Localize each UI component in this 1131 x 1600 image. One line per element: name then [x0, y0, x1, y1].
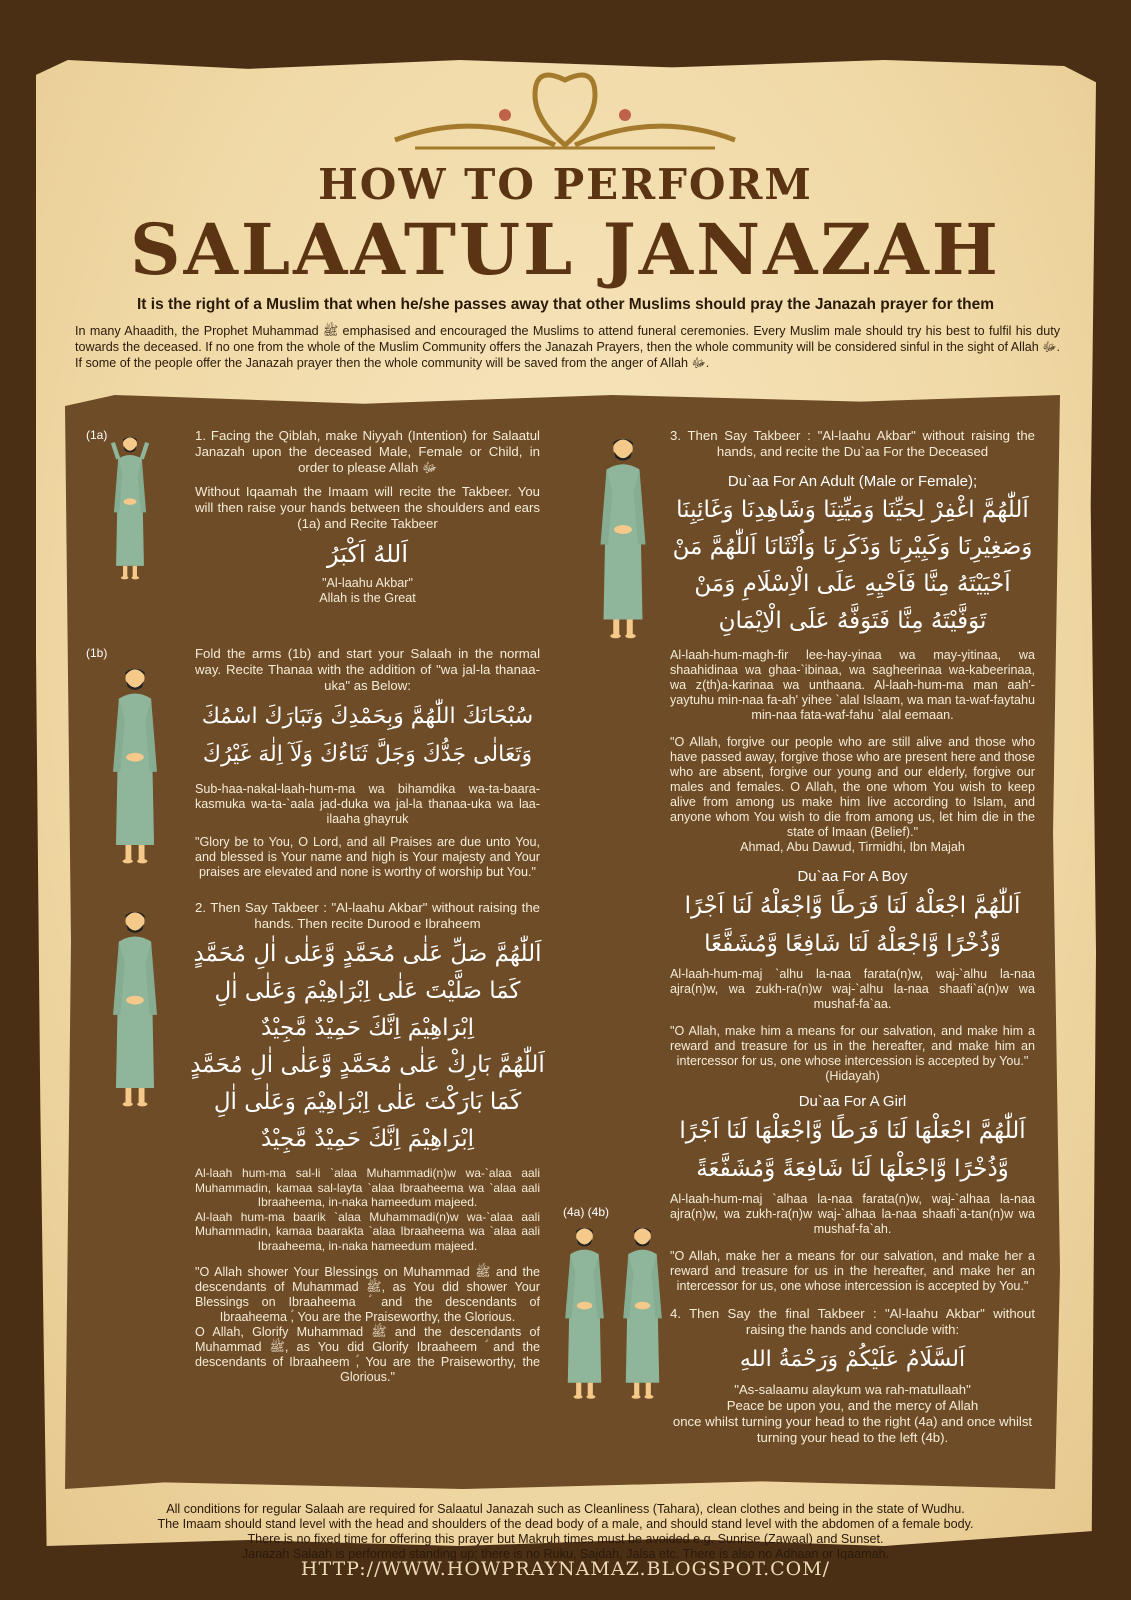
figure-label-4a-4b: (4a) (4b) [563, 1205, 610, 1219]
step4-translit: "As-salaamu alaykum wa rah-matullaah" [734, 1382, 971, 1397]
girl-dua-heading: Du`aa For A Girl [798, 1093, 907, 1110]
adult-dua-heading: Du`aa For An Adult (Male or Female); [727, 473, 978, 490]
figure-turn-right-icon [557, 1222, 612, 1402]
step4-meaning: Peace be upon you, and the mercy of Allah [726, 1398, 979, 1413]
step4-text: 4. Then Say the final Takbeer : "Al-laahu Akbar" without raising the hands and conclude with: [670, 1306, 1035, 1337]
step1-text: 1. Facing the Qiblah, make Niyyah (Intention) for Salaatul Janazah upon the deceased Male, Female or Child, in order to please Allah ﷻ [195, 428, 540, 475]
step2-meaning-2: O Allah, Glorify Muhammad ﷺ and the descendants of Muhammad ﷺ, as You did Glorify Ibraaheem ؑ and the descendants of Ibraaheem ؑ, You are the Praiseworthy, the Glorious." [195, 1325, 541, 1384]
girl-dua-translit: Al-laah-hum-maj `alhaa la-naa farata(n)w, waj-`alhaa la-naa ajra(n)w, wa zukh-ra(n)w waj-`alhaa la-naa shaafi`a-tan(n)w wa mushaf-fa`ah. [670, 1192, 1035, 1236]
figure-standing-icon [95, 662, 175, 867]
figure-label-1a: (1a) [86, 428, 108, 442]
boy-dua-translit: Al-laah-hum-maj `alhu la-naa farata(n)w, waj-`alhu la-naa ajra(n)w, wa zukh-ra(n)w waj-`alhu la-naa shaafi`a(n)w wa mushaf-fa`aa. [670, 967, 1035, 1011]
footer-line: The Imaam should stand level with the head and shoulders of the dead body of a male, and should stand level with the abdomen of a female body. [157, 1517, 974, 1531]
step1-translit: "Al-laahu Akbar" [322, 576, 413, 590]
step2-translit-2: Al-laah hum-ma baarik `alaa Muhammadi(n)w wa-`alaa aali Muhammadin, kamaa baarakta `alaa Ibraaheema wa `alaa aali Ibraaheema, in-naka hameedum majeed. [195, 1209, 540, 1253]
girl-dua-meaning: "O Allah, make her a means for our salvation, and make her a reward and treasure for us in the hereafter, and make her an intercessor for us, one whose intercession is accepted by You." [670, 1249, 1035, 1293]
page-title: SALAATUL JANAZAH [130, 208, 1001, 291]
step2-arabic-1: اَللّٰهُمَّ صَلِّ عَلٰى مُحَمَّدٍ وَّعَلٰى اٰلِ مُحَمَّدٍ كَمَا صَلَّيْتَ عَلٰى اِبْرَاهِيْمَ وَعَلٰى اٰلِ اِبْرَاهِيْمَ اِنَّكَ حَمِيْدٌ مَّجِيْدٌ [193, 941, 542, 1041]
boy-dua-arabic: اَللّٰهُمَّ اجْعَلْهُ لَنَا فَرَطًا وَّاجْعَلْهُ لَنَا اَجْرًا وَّذُخْرًا وَّاجْعَلْهُ لَنَا شَافِعًا وَّمُشَفَّعًا [684, 893, 1021, 957]
footer-line: Janazah Salaah is performed standing up; there is no Ruku, Sajdah, Jalsa etc. There is also no Adhaan or Iqaamah. [241, 1547, 890, 1561]
step4-arabic: اَلسَّلَامُ عَلَيْكُمْ وَرَحْمَةُ اللهِ [739, 1347, 966, 1372]
intro-paragraph: In many Ahaadith, the Prophet Muhammad ﷺ emphasised and encouraged the Muslims to attend funeral ceremonies. Every Muslim male should try his best to fulfil his duty towards the deceased. If no one from the whole of the Muslim Community offers the Janazah Prayers, then the whole community will be considered sinful in the sight of Allah ﷻ. If some of the people offer the Janazah prayer then the whole community will be saved from the anger of Allah ﷻ. [75, 324, 1060, 370]
step1-arabic: اَللهُ اَكْبَرُ [327, 540, 408, 568]
figure-raising-hands-icon [90, 432, 170, 582]
footer-line: There is no fixed time for offering this prayer but Makruh times must be avoided e.g. Sunrise (Zawaal) and Sunset. [247, 1532, 884, 1546]
step1b-translit: Sub-haa-nakal-laah-hum-ma wa bihamdika wa-ta-baara-kasmuka wa-ta-`aala jad-duka wa jal-la thanaa-uka wa laa-ilaaha ghayruk [195, 782, 540, 826]
adult-dua-source: Ahmad, Abu Dawud, Tirmidhi, Ibn Majah [740, 840, 965, 854]
figure-label-1b: (1b) [86, 646, 108, 660]
footer-line: All conditions for regular Salaah are required for Salaatul Janazah such as Cleanliness (Tahara), clean clothes and being in the state of Wudhu. [166, 1502, 965, 1516]
footer-notes [40, 1502, 1091, 1562]
adult-dua-meaning: "O Allah, forgive our people who are still alive and those who have passed away, forgive those who are present here and those who are absent, forgive our young and our elderly, forgive our males and females. O Allah, the one whom You wish to keep alive from among us make him live according to Islam, and anyone whom You wish to die from among us, let him die in the state of Imaan (Belief)." [670, 735, 1035, 839]
figure-standing-icon [583, 432, 663, 642]
step2-arabic-2: اَللّٰهُمَّ بَارِكْ عَلٰى مُحَمَّدٍ وَّعَلٰى اٰلِ مُحَمَّدٍ كَمَا بَارَكْتَ عَلٰى اِبْرَاهِيْمَ وَعَلٰى اٰلِ اِبْرَاهِيْمَ اِنَّكَ حَمِيْدٌ مَّجِيْدٌ [190, 1052, 545, 1152]
title-top: HOW TO PERFORM [318, 160, 813, 209]
step2-meaning-1: "O Allah shower Your Blessings on Muhammad ﷺ and the descendants of Muhammad ﷺ, as You did shower Your Blessings on Ibraaheema ؑ and the descendants of Ibraaheema ؑ, You are the Praiseworthy, the Glorious. [195, 1265, 540, 1324]
step2-translit-1: Al-laah hum-ma sal-li `alaa Muhammadi(n)w wa-`alaa aali Muhammadin, kamaa sal-layta `alaa Ibraaheema wa `alaa aali Ibraaheema, in-naka hameedum majeed. [195, 1166, 540, 1209]
subtitle: It is the right of a Muslim that when he/she passes away that other Muslims should pray the Janazah prayer for them [137, 296, 994, 313]
ornament-icon [385, 70, 745, 155]
step1-meaning: Allah is the Great [319, 591, 416, 605]
step1b-text: Fold the arms (1b) and start your Salaah in the normal way. Recite Thanaa with the addition of "wa jal-la thanaa-uka" as Below: [195, 646, 540, 693]
adult-dua-translit: Al-laah-hum-magh-fir lee-hay-yinaa wa may-yitinaa, wa shaahidinaa wa ghaa-`ibinaa, wa sagheerinaa wa-kabeerinaa, wa z(th)a-karinaa wa unthaana. Al-laah-hum-ma man aah'-yaytuhu min-naa fa-ah' yihee `alal Islaam, wa man ta-waf-faytahu min-naa fata-waf-fahu `alal eemaan. [670, 648, 1035, 722]
figure-turn-left-icon [615, 1222, 670, 1402]
boy-dua-meaning: "O Allah, make him a means for our salvation, and make him a reward and treasure for us in the hereafter, and make him an intercessor for us, one whose intercession is accepted by You." [670, 1024, 1035, 1068]
step1-text2: Without Iqaamah the Imaam will recite the Takbeer. You will then raise your hands between the shoulders and ears (1a) and Recite Takbeer [195, 484, 540, 531]
adult-dua-arabic: اَللّٰهُمَّ اغْفِرْ لِحَيِّنَا وَمَيِّتِنَا وَشَاهِدِنَا وَغَائِبِنَا وَصَغِيْرِنَا وَكَبِيْرِنَا وَذَكَرِنَا وَاُنْثَانَا اَللّٰهُمَّ مَنْ اَحْيَيْتَهُ مِنَّا فَاَحْيِهِ عَلَى الْاِسْلَامِ وَمَنْ تَوَفَّيْتَهُ مِنَّا فَتَوَفَّهُ عَلَى الْاِيْمَانِ [672, 497, 1033, 634]
girl-dua-arabic: اَللّٰهُمَّ اجْعَلْهَا لَنَا فَرَطًا وَّاجْعَلْهَا لَنَا اَجْرًا وَّذُخْرًا وَّاجْعَلْهَا لَنَا شَافِعَةً وَّمُشَفَّعَةً [679, 1118, 1026, 1182]
step1b-arabic: سُبْحَانَكَ اللّٰهُمَّ وَبِحَمْدِكَ وَتَبَارَكَ اسْمُكَ وَتَعَالٰى جَدُّكَ وَجَلَّ ثَنَاءُكَ وَلَآ اِلٰهَ غَيْرُكَ [201, 704, 534, 767]
boy-dua-heading: Du`aa For A Boy [797, 868, 908, 885]
left-column [190, 428, 545, 1385]
step2-text: 2. Then Say Takbeer : "Al-laahu Akbar" without raising the hands. Then recite Durood e Ibraheem [195, 900, 540, 931]
right-column [670, 428, 1035, 1446]
website-link[interactable]: HTTP://WWW.HOWPRAYNAMAZ.BLOGSPOT.COM/ [300, 1558, 831, 1580]
figure-standing-icon [95, 905, 175, 1110]
step3-text: 3. Then Say Takbeer : "Al-laahu Akbar" without raising the hands, and recite the Du`aa For the Deceased [670, 428, 1035, 459]
step1b-meaning: "Glory be to You, O Lord, and all Praises are due unto You, and blessed is Your name and high is Your majesty and Your praises are elevated and none is worthy of worship but You." [195, 835, 540, 879]
boy-dua-source: (Hidayah) [825, 1069, 880, 1083]
step4-meaning2: once whilst turning your head to the right (4a) and once whilst turning your head to the left (4b). [672, 1414, 1033, 1445]
